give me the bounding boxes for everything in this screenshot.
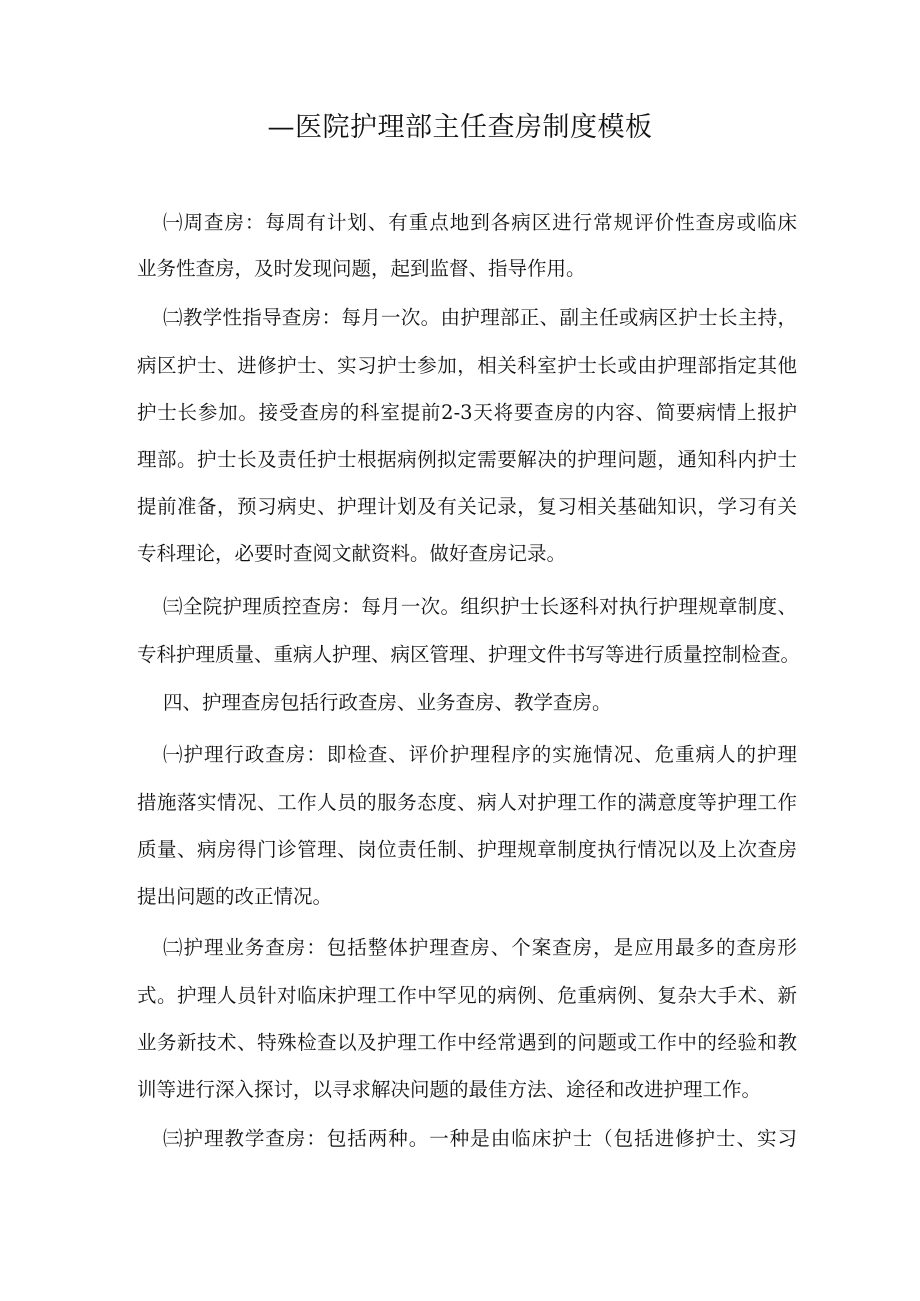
paragraph-4-line-1: 四、护理查房包括行政查房、业务查房、教学查房。	[163, 691, 612, 714]
paragraph-7-line-1: ㈢护理教学查房：包括两种。一种是由临床护士（包括进修护士、实习	[163, 1127, 797, 1150]
paragraph-5-line-3: 质量、病房得门诊管理、岗位责任制、护理规章制度执行情况以及上次查房	[137, 838, 797, 861]
paragraph-2-line-6: 专科理论，必要时查阅文献资料。做好查房记录。	[137, 542, 567, 565]
paragraph-6-line-4: 训等进行深入探讨，以寻求解决问题的最佳方法、途径和改进护理工作。	[137, 1078, 762, 1101]
paragraph-3-line-1: ㈢全院护理质控查房：每月一次。组织护士长逐科对执行护理规章制度、	[163, 595, 797, 618]
paragraph-5-line-1: ㈠护理行政查房：即检查、评价护理程序的实施情况、危重病人的护理	[163, 743, 797, 766]
paragraph-1-line-1: ㈠周查房：每周有计划、有重点地到各病区进行常规评价性查房或临床	[163, 211, 797, 234]
paragraph-3-line-2: 专科护理质量、重病人护理、病区管理、护理文件书写等进行质量控制检查。	[137, 643, 801, 666]
paragraph-2-line-4: 理部。护士长及责任护士根据病例拟定需要解决的护理问题，通知科内护士	[137, 448, 797, 471]
paragraph-2-line-3: 护士长参加。接受查房的科室提前2-3天将要查房的内容、简要病情上报护	[137, 401, 797, 424]
paragraph-5-line-4: 提出问题的改正情况。	[137, 885, 333, 908]
paragraph-2-line-2: 病区护士、进修护士、实习护士参加，相关科室护士长或由护理部指定其他	[137, 354, 797, 377]
document-title: —医院护理部主任查房制度模板	[267, 112, 653, 143]
paragraph-2-line-1: ㈡教学性指导查房：每月一次。由护理部正、副主任或病区护士长主持，	[163, 306, 797, 329]
paragraph-6-line-3: 业务新技术、特殊检查以及护理工作中经常遇到的问题或工作中的经验和教	[137, 1031, 797, 1054]
paragraph-1-line-2: 业务性查房，及时发现问题，起到监督、指导作用。	[137, 257, 586, 280]
paragraph-6-line-1: ㈡护理业务查房：包括整体护理查房、个案查房，是应用最多的查房形	[163, 936, 797, 959]
paragraph-2-line-5: 提前准备，预习病史、护理计划及有关记录，复习相关基础知识，学习有关	[137, 495, 797, 518]
paragraph-5-line-2: 措施落实情况、工作人员的服务态度、病人对护理工作的满意度等护理工作	[137, 791, 797, 814]
paragraph-6-line-2: 式。护理人员针对临床护理工作中罕见的病例、危重病例、复杂大手术、新	[137, 984, 797, 1007]
